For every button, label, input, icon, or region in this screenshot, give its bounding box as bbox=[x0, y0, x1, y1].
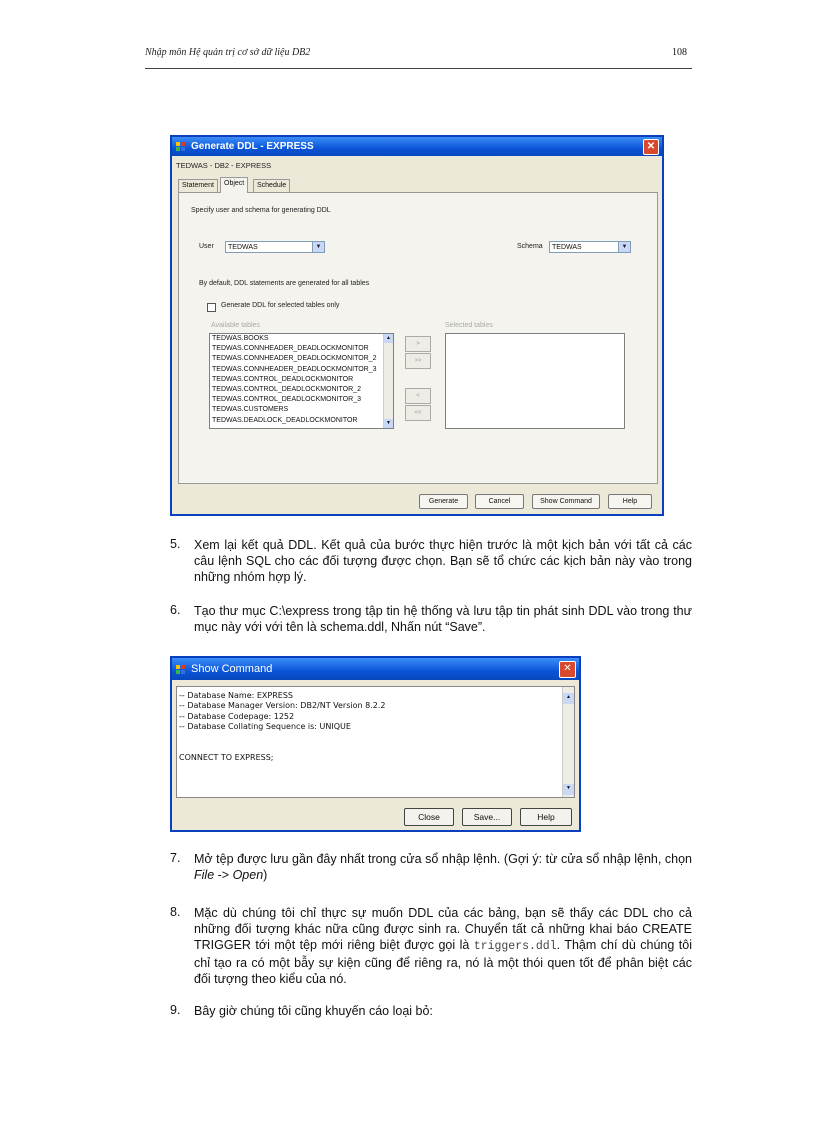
step-8-text bbox=[194, 905, 692, 987]
generate-ddl-window bbox=[170, 135, 664, 516]
scroll-up-icon[interactable]: ▲ bbox=[384, 334, 393, 343]
show-command-button[interactable]: Show Command bbox=[532, 494, 600, 509]
list-item[interactable]: TEDWAS.CONNHEADER_DEADLOCKMONITOR_3 bbox=[212, 365, 377, 373]
generate-ddl-titlebar bbox=[172, 137, 662, 156]
schema-label: Schema bbox=[517, 243, 543, 250]
app-icon bbox=[176, 665, 187, 674]
selected-tables-label: Selected tables bbox=[445, 322, 493, 329]
user-label: User bbox=[199, 243, 214, 250]
step-9-text: Bây giờ chúng tôi cũng khuyến cáo loại bỏ: bbox=[194, 1004, 433, 1018]
command-line: -- Database Name: EXPRESS bbox=[179, 691, 293, 700]
open-menu-ref: Open bbox=[232, 868, 264, 882]
step-6-number: 6. bbox=[170, 603, 181, 617]
selected-tables-checkbox[interactable] bbox=[207, 303, 216, 312]
command-line bbox=[179, 733, 574, 743]
step-9-number: 9. bbox=[170, 1003, 181, 1017]
close-button[interactable]: Close bbox=[404, 808, 454, 826]
help-button[interactable]: Help bbox=[608, 494, 652, 509]
command-line: -- Database Codepage: 1252 bbox=[179, 711, 295, 721]
running-header: Nhập môn Hệ quản trị cơ sở dữ liệu DB2 bbox=[145, 47, 311, 58]
tab-strip bbox=[178, 179, 658, 193]
step-5-text: Xem lại kết quả DDL. Kết quả của bước thực hiện trước là một kịch bản với tất cả các câu lệnh SQL cho các đối tượng được chọn. Bạn sẽ tổ chức các kịch bản này vào trong những nhóm hợp lý. bbox=[194, 538, 692, 584]
step-8-number: 8. bbox=[170, 905, 181, 919]
show-command-title: Show Command bbox=[191, 663, 273, 675]
generate-ddl-title: Generate DDL - EXPRESS bbox=[191, 141, 314, 152]
list-item[interactable]: TEDWAS.CONNHEADER_DEADLOCKMONITOR_2 bbox=[212, 355, 377, 363]
step-7-text-before: Mở tệp được lưu gần đây nhất trong cửa sổ nhập lệnh. (Gợi ý: từ cửa sổ nhập lệnh, chọn bbox=[194, 852, 692, 866]
header-rule bbox=[145, 68, 692, 69]
available-tables-label: Available tables bbox=[211, 322, 260, 329]
save-button[interactable]: Save... bbox=[462, 808, 512, 826]
file-menu-ref: File bbox=[194, 868, 215, 882]
step-7-text-after: ) bbox=[263, 868, 268, 882]
generate-button[interactable]: Generate bbox=[419, 494, 468, 509]
close-icon[interactable]: ✕ bbox=[643, 139, 659, 155]
scroll-down-icon[interactable]: ▼ bbox=[384, 419, 393, 428]
list-item[interactable]: TEDWAS.BOOKS bbox=[212, 335, 269, 342]
remove-all-tables-button[interactable]: << bbox=[405, 405, 431, 421]
cancel-button[interactable]: Cancel bbox=[475, 494, 524, 509]
page-number: 108 bbox=[672, 47, 687, 58]
list-item[interactable]: TEDWAS.CUSTOMERS bbox=[212, 406, 289, 414]
tab-schedule[interactable]: Schedule bbox=[253, 179, 290, 192]
step-5-number: 5. bbox=[170, 537, 181, 551]
help-button[interactable]: Help bbox=[520, 808, 572, 826]
list-item[interactable]: TEDWAS.CONNHEADER_DEADLOCKMONITOR bbox=[212, 345, 369, 353]
list-item[interactable]: TEDWAS.CONTROL_DEADLOCKMONITOR bbox=[212, 375, 354, 383]
remove-table-button[interactable]: < bbox=[405, 388, 431, 404]
list-scrollbar[interactable] bbox=[383, 334, 393, 428]
show-command-titlebar bbox=[172, 658, 579, 680]
step-8-text-before: Mặc dù chúng tôi chỉ thực sự muốn DDL của các bảng, bạn sẽ thấy các DDL cho cả những đối tượng khác nữa cũng được sinh ra. Chuyển tất cả những khai báo CREATE TRIGGER tới một tệp mới riêng biệt được gọi là bbox=[194, 906, 692, 952]
step-7-number: 7. bbox=[170, 851, 181, 865]
available-tables-items bbox=[210, 334, 393, 426]
connection-path: TEDWAS - DB2 - EXPRESS bbox=[176, 161, 272, 170]
menu-arrow: -> bbox=[214, 868, 233, 882]
add-table-button[interactable]: > bbox=[405, 336, 431, 352]
close-icon[interactable]: ✕ bbox=[559, 661, 576, 678]
list-item[interactable]: TEDWAS.DEADLOCK_DEADLOCKMONITOR bbox=[212, 416, 358, 424]
schema-select[interactable] bbox=[549, 241, 631, 253]
app-icon bbox=[176, 142, 187, 151]
show-command-window bbox=[170, 656, 581, 832]
chevron-down-icon: ▼ bbox=[312, 242, 324, 252]
chevron-down-icon: ▼ bbox=[618, 242, 630, 252]
command-scrollbar[interactable] bbox=[562, 687, 574, 797]
command-line: -- Database Manager Version: DB2/NT Version 8.2.2 bbox=[179, 701, 386, 711]
default-note: By default, DDL statements are generated for all tables bbox=[199, 280, 370, 287]
step-6-text: Tạo thư mục C:\express trong tập tin hệ thống và lưu tập tin phát sinh DDL vào trong thư mục này với với tên là schema.ddl, Nhấn nút “Save”. bbox=[194, 604, 692, 634]
tab-statement[interactable]: Statement bbox=[178, 179, 218, 192]
command-line bbox=[179, 743, 574, 753]
add-all-tables-button[interactable]: >> bbox=[405, 353, 431, 369]
object-tab-panel bbox=[178, 192, 658, 484]
step-8-text-after: . Thậm chí dù chúng tôi chỉ tạo ra có một bẫy sự kiện cũng để riêng ra, nó là một thói quen tốt để phân biệt các đối tượng theo kiểu của nó. bbox=[194, 938, 692, 986]
tab-object[interactable]: Object bbox=[220, 177, 248, 193]
user-select[interactable] bbox=[225, 241, 325, 253]
list-item[interactable]: TEDWAS.CONTROL_DEADLOCKMONITOR_2 bbox=[212, 386, 361, 394]
command-line: -- Database Collating Sequence is: UNIQUE bbox=[179, 722, 351, 732]
available-tables-list[interactable] bbox=[209, 333, 394, 429]
user-select-value: TEDWAS bbox=[228, 244, 258, 251]
command-lines bbox=[177, 687, 574, 764]
triggers-file-name: triggers.ddl bbox=[473, 940, 557, 953]
command-line: CONNECT TO EXPRESS; bbox=[179, 753, 274, 763]
scroll-down-icon[interactable]: ▼ bbox=[563, 784, 574, 795]
schema-select-value: TEDWAS bbox=[552, 244, 582, 251]
selected-tables-list[interactable] bbox=[445, 333, 625, 429]
instruction-text: Specify user and schema for generating DDL bbox=[191, 207, 331, 214]
scroll-up-icon[interactable]: ▲ bbox=[563, 693, 574, 704]
command-text-area[interactable] bbox=[176, 686, 575, 798]
checkbox-label: Generate DDL for selected tables only bbox=[221, 302, 340, 309]
step-7-text bbox=[194, 851, 692, 883]
list-item[interactable]: TEDWAS.CONTROL_DEADLOCKMONITOR_3 bbox=[212, 396, 361, 404]
